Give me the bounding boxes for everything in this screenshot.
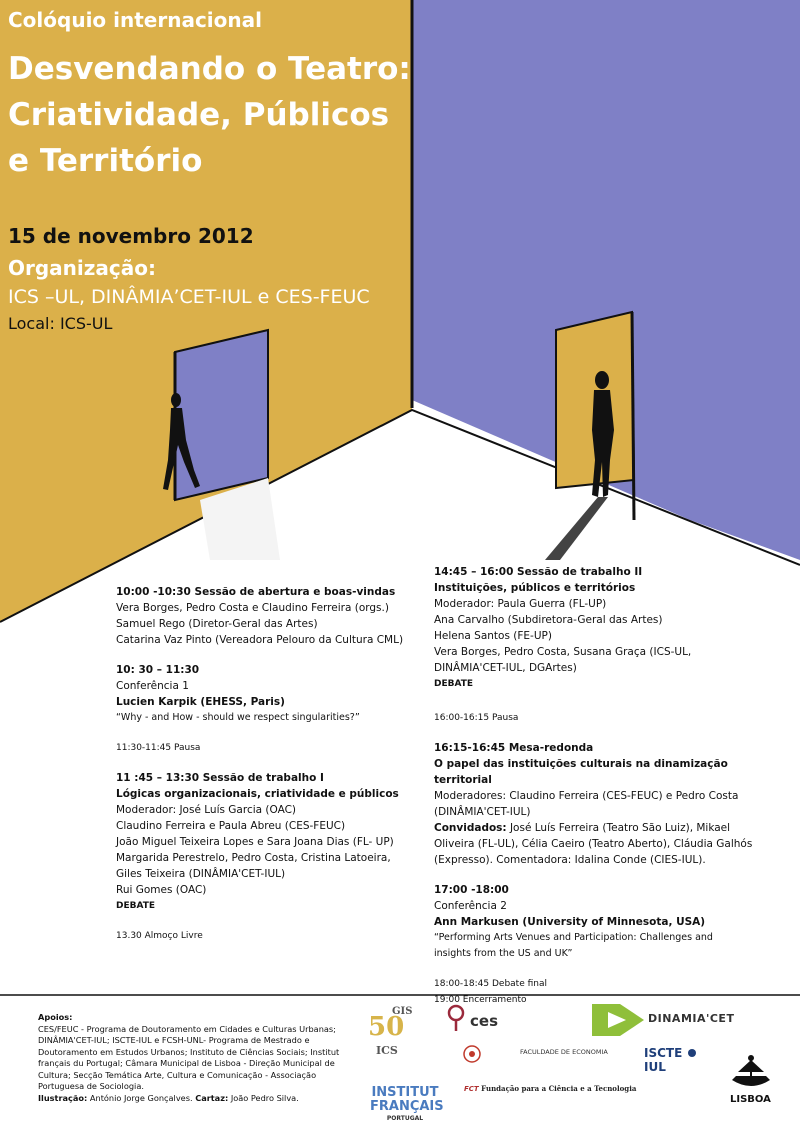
session-3-topic: Lógicas organizacionais, criatividade e públicos: [116, 788, 399, 800]
supporters-line: Portuguesa de Sociologia.: [38, 1081, 144, 1091]
session-5-guests-line: Oliveira (FL-UL), Célia Caeiro (Teatro Aberto), Cláudia Galhós: [434, 838, 753, 850]
location: Local: ICS-UL: [8, 314, 113, 333]
debate-final: 18:00-18:45 Debate final: [434, 979, 547, 989]
session-3-line: Claudino Ferreira e Paula Abreu (CES-FEUC): [116, 820, 346, 832]
institut-line-1: INSTITUT: [371, 1085, 439, 1100]
lisboa-ship-icon: [728, 1054, 774, 1094]
poster-value: João Pedro Silva.: [228, 1092, 299, 1103]
title-line-2: Criatividade, Públicos: [8, 97, 390, 133]
lisboa-logo: [728, 1054, 774, 1110]
session-4-line: Vera Borges, Pedro Costa, Susana Graça (ICS-UL,: [434, 646, 692, 658]
session-4-line: Moderador: Paula Guerra (FL-UP): [434, 598, 607, 610]
conference-2-speaker: Ann Markusen (University of Minnesota, USA): [434, 916, 706, 928]
institut-line-3: PORTUGAL: [386, 1115, 424, 1122]
session-3-time: 11 :45 – 13:30 Sessão de trabalho I: [116, 772, 324, 784]
session-3-line: Moderador: José Luís Garcia (OAC): [116, 804, 297, 816]
gis-number: 50: [368, 1012, 405, 1042]
supporters-line: Doutoramento em Estudos Urbanos; Instituto de Ciências Sociais; Institut: [38, 1046, 340, 1057]
supporters-line: CES/FEUC - Programa de Doutoramento em Cidades e Culturas Urbanas;: [38, 1023, 336, 1034]
session-1-time: 10:00 -10:30 Sessão de abertura e boas-vindas: [116, 586, 396, 598]
title-line-1: Desvendando o Teatro:: [8, 51, 411, 87]
iscte-iul-text: IUL: [644, 1060, 666, 1074]
conference-1-talk: “Why - and How - should we respect singularities?”: [116, 712, 360, 723]
title-line-3: e Território: [8, 143, 203, 179]
organization-value: ICS –UL, DINÂMIA’CET-IUL e CES-FEUC: [8, 286, 370, 308]
seal-icon: [452, 1044, 492, 1064]
conference-2-talk: “Performing Arts Venues and Participation: Challenges and: [434, 932, 713, 943]
supporters-line: français du Portugal; Câmara Municipal de Lisboa - Direção Municipal de: [38, 1058, 335, 1068]
conference-2-time: 17:00 -18:00: [434, 884, 509, 896]
lunch-break: 13.30 Almoço Livre: [116, 931, 203, 941]
session-4-line: DINÂMIA'CET-IUL, DGArtes): [434, 662, 577, 674]
closing: 19:00 Encerramento: [434, 995, 527, 1005]
conference-2-type: Conferência 2: [434, 900, 507, 912]
session-3-line: Rui Gomes (OAC): [116, 884, 207, 896]
pause-2: 16:00-16:15 Pausa: [434, 713, 519, 723]
session-1-line: Catarina Vaz Pinto (Vereadora Pelouro da Cultura CML): [116, 634, 404, 646]
ces-mark-icon: [446, 1004, 472, 1032]
right-door-edge: [632, 312, 634, 520]
conference-1-type: Conferência 1: [116, 680, 189, 692]
guests-line: José Luís Ferreira (Teatro São Luiz), Mikael: [506, 822, 731, 834]
session-1-line: Vera Borges, Pedro Costa e Claudino Ferreira (orgs.): [116, 602, 389, 614]
fct-text: Fundação para a Ciência e a Tecnologia: [481, 1084, 637, 1093]
session-5-line: Moderadores: Claudino Ferreira (CES-FEUC) e Pedro Costa: [434, 790, 739, 802]
session-3-line: Margarida Perestrelo, Pedro Costa, Cristina Latoeira,: [116, 852, 391, 864]
session-3-line: Giles Teixeira (DINÂMIA'CET-IUL): [116, 868, 286, 880]
pre-title: Colóquio internacional: [8, 8, 262, 32]
program-left: [116, 584, 466, 944]
supporters-label: Apoios:: [38, 1012, 73, 1022]
dinamia-logo: [592, 1004, 742, 1036]
dinamia-mark-icon: [592, 1004, 644, 1036]
session-5-guests: [434, 820, 784, 836]
session-4-topic: Instituições, públicos e territórios: [434, 582, 636, 594]
institut-line-2: FRANÇAIS: [370, 1099, 444, 1114]
fct-abbr: FCT: [464, 1085, 479, 1093]
ces-text: ces: [470, 1012, 498, 1030]
poster-label: Cartaz:: [195, 1092, 229, 1103]
event-date: 15 de novembro 2012: [8, 224, 254, 248]
organization-label: Organização:: [8, 256, 156, 280]
session-1-line: Samuel Rego (Diretor-Geral das Artes): [116, 618, 318, 630]
supporters-line: Cultura; Secção Temática Arte, Cultura e Comunicação - Associação: [38, 1069, 317, 1080]
feuc-logo: [520, 1048, 610, 1056]
gis-ics-logo: [368, 1006, 426, 1058]
dinamia-text: DINAMIA'CET: [648, 1012, 735, 1025]
session-4-debate: DEBATE: [434, 679, 474, 689]
institut-francais-logo: [370, 1085, 444, 1128]
session-3-line: João Miguel Teixeira Lopes e Sara Joana Dias (FL- UP): [116, 836, 394, 848]
conference-1-time: 10: 30 – 11:30: [116, 664, 200, 676]
feuc-text: FACULDADE DE ECONOMIA: [520, 1048, 608, 1056]
session-4-line: Ana Carvalho (Subdiretora-Geral das Artes): [434, 614, 663, 626]
credits: [38, 1093, 358, 1105]
lisboa-text: LISBOA: [730, 1094, 771, 1105]
ics-text: ICS: [376, 1044, 398, 1057]
session-3-debate: DEBATE: [116, 901, 156, 911]
illustration-value: António Jorge Gonçalves.: [87, 1092, 196, 1103]
uc-seals: [452, 1044, 492, 1064]
session-4-line: Helena Santos (FE-UP): [434, 630, 552, 642]
pause-1: 11:30-11:45 Pausa: [116, 743, 201, 753]
fct-logo: [464, 1084, 674, 1093]
session-5-topic: O papel das instituições culturais na dinamização territorial: [434, 758, 728, 786]
iscte-logo: [644, 1046, 714, 1074]
iscte-text: ISCTE: [644, 1046, 683, 1060]
session-4-time: 14:45 – 16:00 Sessão de trabalho II: [434, 566, 643, 578]
left-door-opening: [175, 330, 268, 500]
illustration-label: Ilustração:: [38, 1092, 88, 1103]
gis-text: GIS: [392, 1006, 413, 1017]
ces-logo: [446, 1004, 536, 1034]
supporters-line: DINÂMIA'CET-IUL; ISCTE-IUL e FCSH-UNL- Programa de Mestrado e: [38, 1035, 310, 1045]
conference-2-talk: insights from the US and UK”: [434, 948, 573, 959]
session-5-line: (DINÂMIA'CET-IUL): [434, 806, 531, 818]
iscte-dot-icon: [688, 1049, 696, 1057]
guests-label: Convidados:: [434, 822, 507, 834]
conference-1-speaker: Lucien Karpik (EHESS, Paris): [116, 696, 285, 708]
session-5-guests-line: (Expresso). Comentadora: Idalina Conde (CIES-IUL).: [434, 854, 706, 866]
session-5-time: 16:15-16:45 Mesa-redonda: [434, 742, 594, 754]
supporters: [38, 1012, 358, 1104]
program-right: [434, 564, 784, 1008]
